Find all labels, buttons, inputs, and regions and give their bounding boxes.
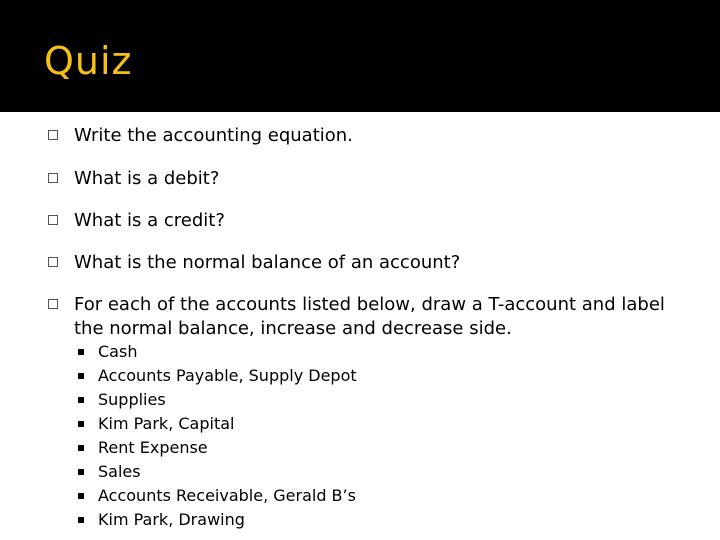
question-text: What is a credit?: [74, 210, 225, 231]
square-bullet-icon: [78, 349, 84, 355]
list-item: [78, 412, 678, 436]
list-item: [78, 436, 678, 460]
account-name: Sales: [98, 462, 141, 481]
square-bullet-icon: [48, 130, 58, 140]
account-name: Kim Park, Drawing: [98, 510, 245, 529]
square-bullet-icon: [48, 215, 58, 225]
list-item: [78, 364, 678, 388]
square-bullet-icon: [78, 493, 84, 499]
title-banner: [0, 0, 720, 112]
square-bullet-icon: [78, 517, 84, 523]
square-bullet-icon: [78, 469, 84, 475]
account-name: Cash: [98, 342, 138, 361]
account-name: Supplies: [98, 390, 166, 409]
square-bullet-icon: [78, 397, 84, 403]
question-text: Write the accounting equation.: [74, 125, 353, 146]
question-text: What is the normal balance of an account?: [74, 252, 461, 273]
question-text: What is a debit?: [74, 168, 220, 189]
list-item: [78, 508, 678, 532]
question-text: For each of the accounts listed below, draw a T-account and label the normal balance, increase and decrease side.: [74, 294, 665, 339]
account-name: Rent Expense: [98, 438, 208, 457]
list-item: [78, 484, 678, 508]
account-name: Accounts Receivable, Gerald B’s: [98, 486, 356, 505]
list-item: [78, 388, 678, 412]
square-bullet-icon: [78, 373, 84, 379]
list-item: [78, 460, 678, 484]
account-name: Accounts Payable, Supply Depot: [98, 366, 357, 385]
square-bullet-icon: [48, 257, 58, 267]
account-name: Kim Park, Capital: [98, 414, 235, 433]
square-bullet-icon: [48, 299, 58, 309]
square-bullet-icon: [78, 445, 84, 451]
slide-title: Quiz: [44, 39, 133, 83]
square-bullet-icon: [78, 421, 84, 427]
square-bullet-icon: [48, 173, 58, 183]
list-item: [78, 340, 678, 364]
accounts-list: [78, 340, 678, 532]
